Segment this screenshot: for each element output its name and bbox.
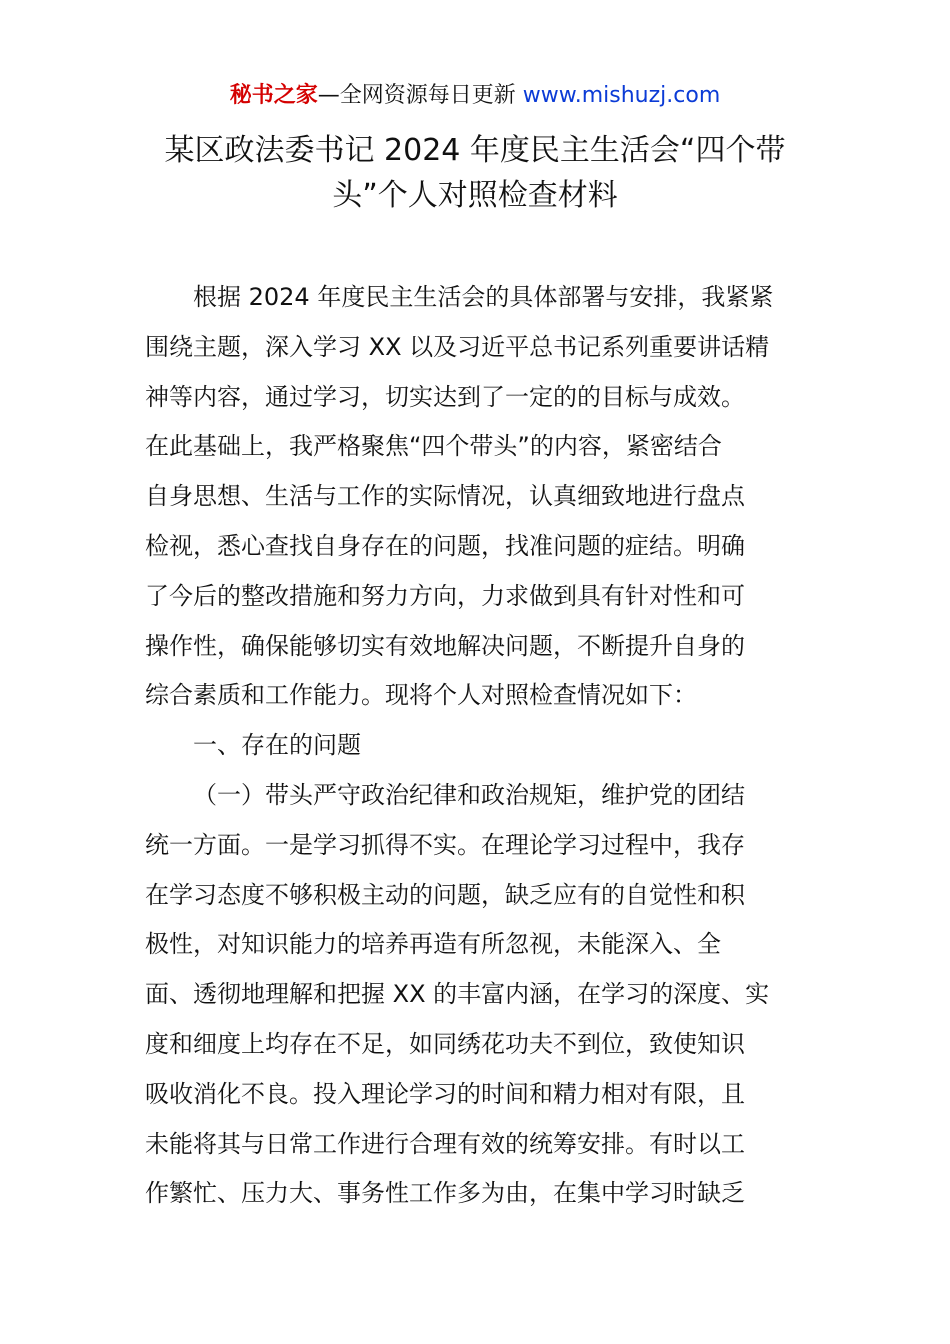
body-line: 检视，悉心查找自身存在的问题，找准问题的症结。明确 — [145, 531, 745, 560]
body-line: 在学习态度不够积极主动的问题，缺乏应有的自觉性和积 — [145, 880, 745, 909]
site-brand: 秘书之家 — [229, 83, 318, 108]
site-header — [0, 80, 950, 112]
body-line: （一）带头严守政治纪律和政治规矩，维护党的团结 — [193, 780, 745, 809]
site-url[interactable]: www.mishuzj.com — [522, 83, 721, 108]
body-line: 统一方面。一是学习抓得不实。在理论学习过程中，我存 — [145, 830, 745, 859]
document-title — [140, 128, 810, 218]
body-line: 吸收消化不良。投入理论学习的时间和精力相对有限，且 — [145, 1079, 745, 1108]
title-line-2: 头”个人对照检查材料 — [332, 178, 618, 213]
body-line: 面、透彻地理解和把握 XX 的丰富内涵，在学习的深度、实 — [145, 980, 770, 1009]
body-line: 围绕主题，深入学习 XX 以及习近平总书记系列重要讲话精 — [145, 332, 770, 361]
body-line: 综合素质和工作能力。现将个人对照检查情况如下： — [145, 681, 697, 710]
document-body — [145, 273, 810, 1219]
site-tagline: —全网资源每日更新 — [317, 83, 516, 108]
body-line: 极性，对知识能力的培养再造有所忽视，未能深入、全 — [145, 930, 721, 959]
body-line: 神等内容，通过学习，切实达到了一定的的目标与成效。 — [145, 382, 745, 411]
body-line: 自身思想、生活与工作的实际情况，认真细致地进行盘点 — [145, 482, 745, 511]
body-line: 度和细度上均存在不足，如同绣花功夫不到位，致使知识 — [145, 1029, 745, 1058]
body-line: 根据 2024 年度民主生活会的具体部署与安排，我紧紧 — [193, 283, 774, 311]
body-line: 操作性，确保能够切实有效地解决问题，不断提升自身的 — [145, 631, 745, 660]
section-heading: 一、存在的问题 — [193, 731, 361, 760]
body-line: 未能将其与日常工作进行合理有效的统筹安排。有时以工 — [145, 1129, 745, 1158]
body-line: 了今后的整改措施和努力方向，力求做到具有针对性和可 — [145, 581, 745, 610]
title-line-1: 某区政法委书记 2024 年度民主生活会“四个带 — [164, 133, 786, 168]
body-line: 在此基础上，我严格聚焦“四个带头”的内容，紧密结合 — [145, 432, 722, 461]
body-line: 作繁忙、压力大、事务性工作多为由，在集中学习时缺乏 — [145, 1179, 745, 1208]
